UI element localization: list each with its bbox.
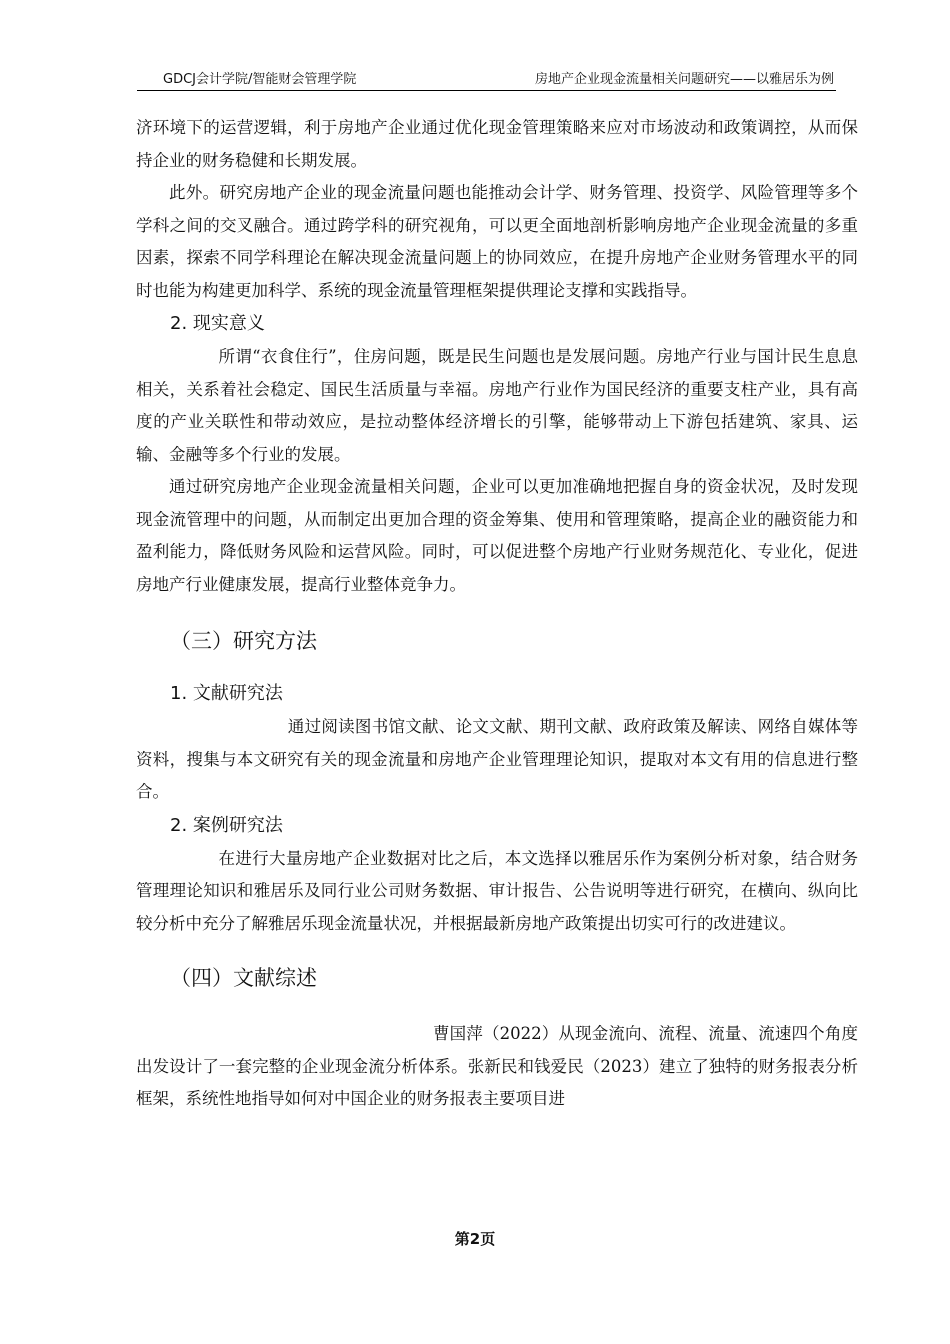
paragraph-1: 济环境下的运营逻辑，利于房地产企业通过优化现金管理策略来应对市场波动和政策调控，从而保持企业的财务稳健和长期发展。 [136,118,858,170]
heading-practical-significance: 2. 现实意义 [170,313,265,334]
paragraph-5: 通过阅读图书馆文献、论文文献、期刊文献、政府政策及解读、网络自媒体等资料，搜集与本文研究有关的现金流量和房地产企业管理理论知识，提取对本文有用的信息进行整合。 [136,717,858,801]
page-number: 第2页 [454,1230,496,1248]
paragraph-4: 通过研究房地产企业现金流量相关问题，企业可以更加准确地把握自身的资金状况，及时发现现金流管理中的问题，从而制定出更加合理的资金筹集、使用和管理策略，提高企业的融资能力和盈利能力，降低财务风险和运营风险。同时，可以促进整个房地产行业财务规范化、专业化，促进房地产行业健康发展，提高行业整体竞争力。 [136,477,858,594]
section-research-methods: （三）研究方法 [170,629,317,653]
heading-case-method: 2. 案例研究法 [170,814,283,836]
paragraph-7: 曹国萍（2022）从现金流向、流程、流量、流速四个角度出发设计了一套完整的企业现金流分析体系。张新民和钱爱民（2023）建立了独特的财务报表分析框架，系统性地指导如何对中国企业的财务报表主要项目进 [136,1024,858,1108]
section-literature-review: （四）文献综述 [170,966,317,990]
page-body [136,112,858,1116]
heading-literature-method: 1. 文献研究法 [170,683,283,704]
paragraph-3: 所谓“衣食住行”，住房问题，既是民生问题也是发展问题。房地产行业与国计民生息息相关，关系着社会稳定、国民生活质量与幸福。房地产行业作为国民经济的重要支柱产业，具有高度的产业关联性和带动效应，是拉动整体经济增长的引擎，能够带动上下游包括建筑、家具、运输、金融等多个行业的发展。 [136,347,858,464]
header-school: GDCJ会计学院/智能财会管理学院 [163,72,357,87]
header-thesis-title: 房地产企业现金流量相关问题研究——以雅居乐为例 [534,72,834,87]
page-header [137,62,836,91]
paragraph-6: 在进行大量房地产企业数据对比之后，本文选择以雅居乐作为案例分析对象，结合财务管理理论知识和雅居乐及同行业公司财务数据、审计报告、公告说明等进行研究，在横向、纵向比较分析中充分了解雅居乐现金流量状况，并根据最新房地产政策提出切实可行的改进建议。 [136,848,858,933]
paragraph-2: 此外。研究房地产企业的现金流量问题也能推动会计学、财务管理、投资学、风险管理等多个学科之间的交叉融合。通过跨学科的研究视角，可以更全面地剖析影响房地产企业现金流量的多重因素，探索不同学科理论在解决现金流量问题上的协同效应，在提升房地产企业财务管理水平的同时也能为构建更加科学、系统的现金流量管理框架提供理论支撑和实践指导。 [136,183,858,300]
